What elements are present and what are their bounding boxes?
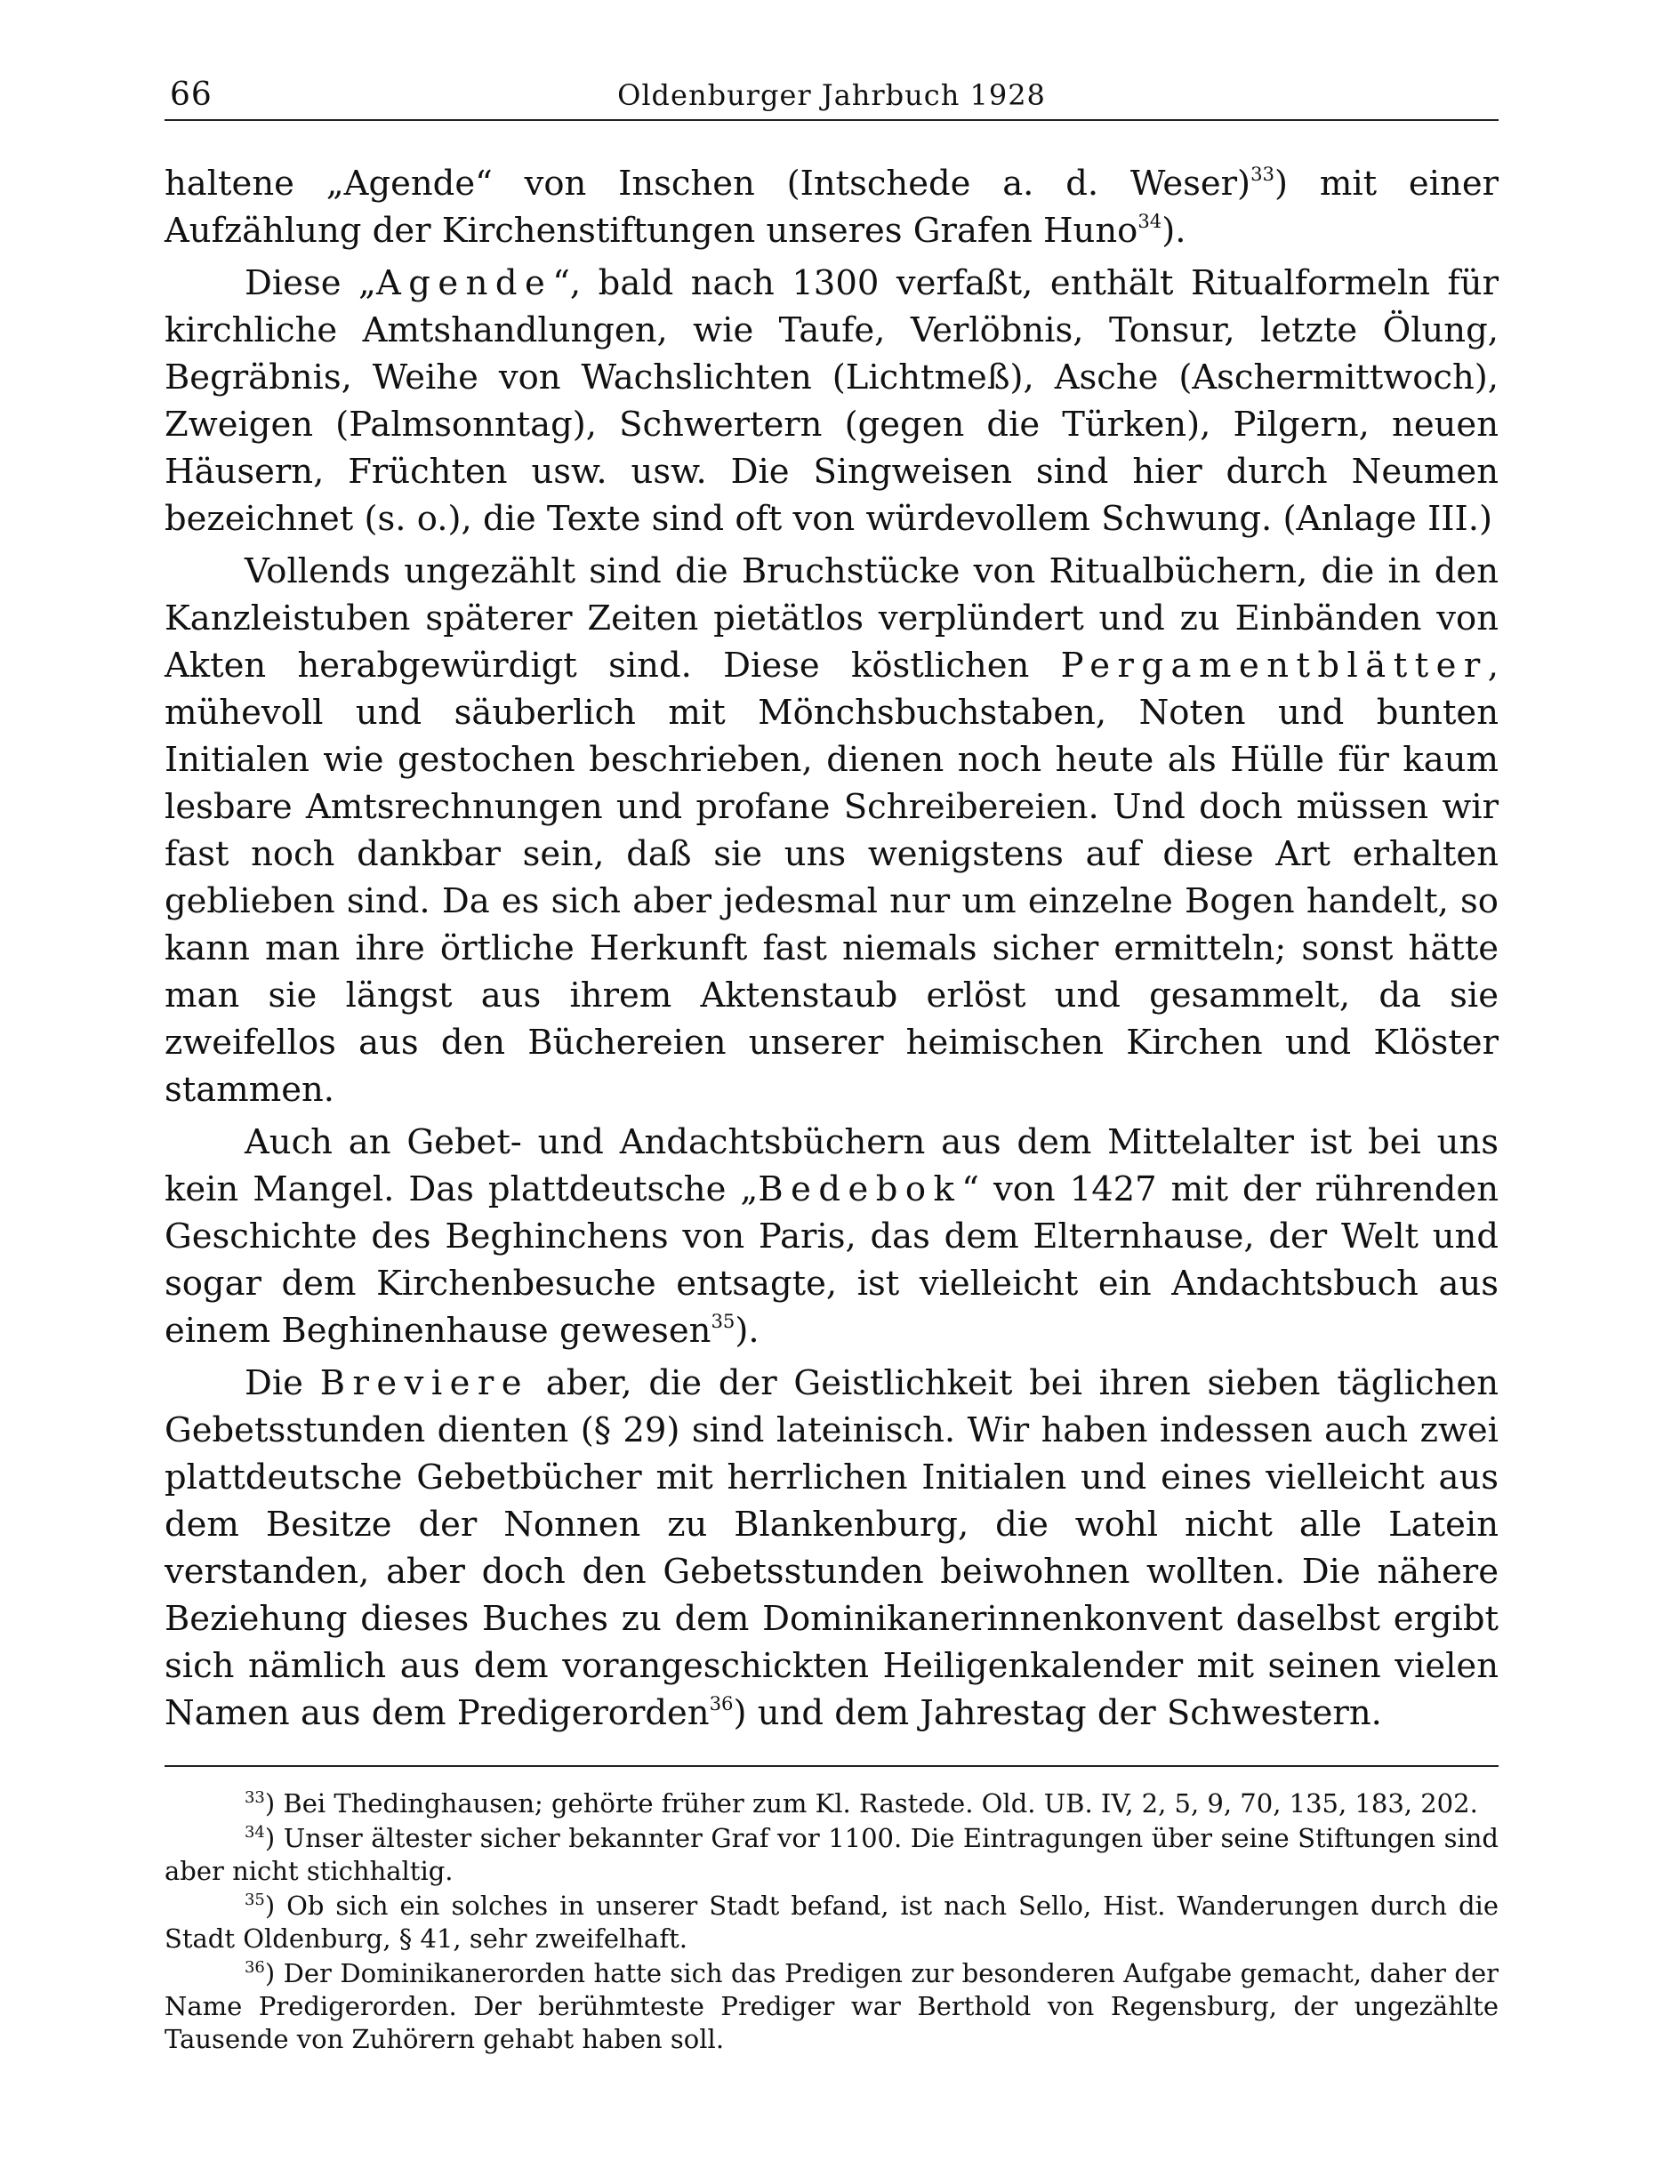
text-run: aber, die der Geistlichkeit bei ihren sieben täglichen Gebetsstunden dienten (§ 29) sind lateinisch. Wir haben indessen auch zwei plattdeutsche Gebetbücher mit herrlichen Initialen und eines vielleicht aus dem Besitze der Nonnen zu Blankenburg, die wohl nicht alle Latein verstanden, aber doch den Gebetsstunden beiwohnen wollten. Die nähere Beziehung dieses Buches zu dem Dominikanerinnenkonvent daselbst ergibt sich nämlich aus dem vorangeschickten Heiligenkalender mit seinen vielen Namen aus dem Predigerorden — [165, 1363, 1499, 1733]
footnote-text: ) Ob sich ein solches in unserer Stadt befand, ist nach Sello, Hist. Wanderungen durch die Stadt Oldenburg, § 41, sehr zweifelhaft. — [165, 1891, 1499, 1954]
emphasized-term: Agende — [375, 263, 553, 303]
footnote-33 — [165, 1787, 1499, 1820]
text-run: ). — [1162, 211, 1186, 251]
footnote-number: 34 — [245, 1823, 265, 1843]
footnote-number: 36 — [245, 1958, 265, 1978]
footnote-34 — [165, 1822, 1499, 1888]
paragraph-5 — [165, 1360, 1499, 1737]
emphasized-term: Pergamentblätter — [1060, 646, 1488, 686]
footnote-number: 35 — [245, 1891, 265, 1910]
text-run: Die — [245, 1363, 320, 1403]
footnote-number: 33 — [245, 1788, 265, 1808]
text-run: haltene „Agende“ von Inschen (Intschede a. d. Weser) — [165, 164, 1251, 204]
paragraph-1 — [165, 160, 1499, 254]
text-run: Vollends ungezählt sind die Bruchstücke von Ritualbüchern, die in den Kanzleistuben späterer Zeiten pietätlos verplündert und zu Einbänden von Akten herabgewürdigt sind. Diese köstlichen — [165, 551, 1499, 686]
text-run: , mühevoll und säuberlich mit Mönchsbuchstaben, Noten und bunten Initialen wie gestochen beschrieben, dienen noch heute als Hülle für kaum lesbare Amtsrechnungen und profane Schreibereien. Und doch müssen wir fast noch dankbar sein, daß sie uns wenigstens auf diese Art erhalten geblieben sind. Da es sich aber jedesmal nur um einzelne Bogen handelt, so kann man ihre örtliche Herkunft fast niemals sicher ermitteln; sonst hätte man sie längst aus ihrem Aktenstaub erlöst und gesammelt, da sie zweifellos aus den Büchereien unserer heimischen Kirchen und Klöster stammen. — [165, 646, 1499, 1110]
text-run: Auch an Gebet- und Andachtsbüchern aus dem Mittelalter ist bei uns kein Mangel. Das plattdeutsche „ — [165, 1122, 1499, 1209]
text-run: ) und dem Jahrestag der Schwestern. — [733, 1693, 1382, 1733]
footnote-ref-35: 35 — [711, 1310, 736, 1333]
footnote-ref-33: 33 — [1250, 163, 1275, 186]
footnote-text: ) Der Dominikanerorden hatte sich das Predigen zur besonderen Aufgabe gemacht, daher der Name Predigerorden. Der berühmteste Prediger war Berthold von Regensburg, der ungezählte Tausende von Zuhörern gehabt haben soll. — [165, 1958, 1499, 2054]
footnote-divider — [165, 1765, 1499, 1767]
paragraph-2 — [165, 260, 1499, 542]
footnote-36 — [165, 1957, 1499, 2056]
footnotes — [165, 1787, 1499, 2058]
emphasized-term: Bedebok — [758, 1169, 962, 1209]
footnote-35 — [165, 1890, 1499, 1955]
page-header — [165, 64, 1499, 121]
text-run: ) mit einer Aufzählung der Kirchenstiftungen unseres Grafen Huno — [165, 164, 1499, 251]
text-run: “, bald nach 1300 verfaßt, enthält Ritualformeln für kirchliche Amtshandlungen, wie Taufe, Verlöbnis, Tonsur, letzte Ölung, Begräbnis, Weihe von Wachslichten (Lichtmeß), Asche (Aschermittwoch), Zweigen (Palmsonntag), Schwertern (gegen die Türken), Pilgern, neuen Häusern, Früchten usw. usw. Die Singweisen sind hier durch Neumen bezeichnet (s. o.), die Texte sind oft von würdevollem Schwung. (Anlage III.) — [165, 263, 1499, 539]
footnote-ref-36: 36 — [709, 1692, 734, 1715]
text-run: “ von 1427 mit der rührenden Geschichte des Beghinchens von Paris, das dem Elternhause, der Welt und sogar dem Kirchenbesuche entsagte, ist vielleicht ein Andachtsbuch aus einem Beghinenhause gewesen — [165, 1169, 1499, 1351]
page-number: 66 — [170, 76, 213, 113]
footnote-ref-34: 34 — [1137, 210, 1162, 233]
body-text — [165, 160, 1499, 1742]
footnote-text: ) Bei Thedinghausen; gehörte früher zum Kl. Rastede. Old. UB. IV, 2, 5, 9, 70, 135, 183, 202. — [264, 1788, 1478, 1819]
footnote-text: ) Unser ältester sicher bekannter Graf vor 1100. Die Eintragungen über seine Stiftungen sind aber nicht stichhaltig. — [165, 1823, 1499, 1886]
paragraph-3 — [165, 548, 1499, 1113]
paragraph-4 — [165, 1119, 1499, 1354]
text-run: ). — [735, 1311, 760, 1351]
running-title: Oldenburger Jahrbuch 1928 — [617, 78, 1046, 112]
text-run: Diese „ — [245, 263, 376, 303]
emphasized-term: Breviere — [319, 1363, 530, 1403]
